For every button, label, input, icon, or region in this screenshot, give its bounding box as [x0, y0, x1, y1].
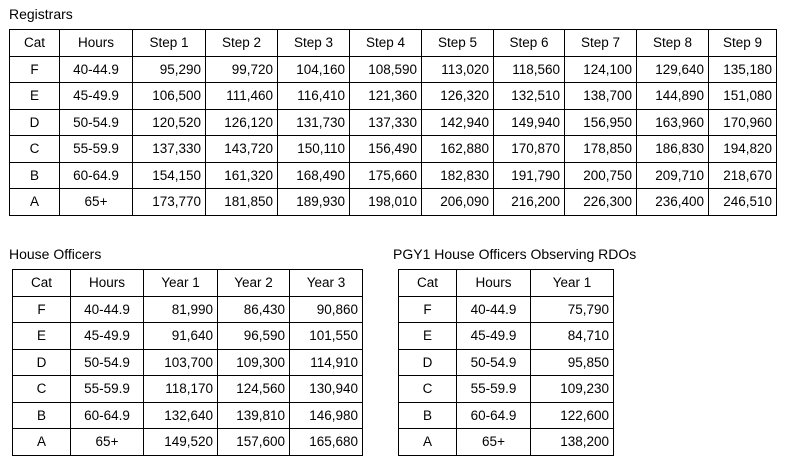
registrars-table — [9, 29, 777, 216]
salary-cell: 154,150 — [133, 162, 206, 189]
salary-cell: 118,170 — [144, 376, 218, 403]
salary-cell: 178,850 — [565, 136, 637, 163]
column-header: Hours — [60, 30, 133, 57]
category-cell: D — [10, 109, 60, 136]
salary-cell: 84,710 — [531, 323, 614, 350]
table-row — [10, 109, 777, 136]
salary-cell: 138,200 — [531, 429, 614, 456]
salary-cell: 118,560 — [494, 56, 565, 83]
hours-cell: 55-59.9 — [60, 136, 133, 163]
table-row — [10, 56, 777, 83]
category-cell: B — [10, 162, 60, 189]
salary-cell: 81,990 — [144, 296, 218, 323]
salary-cell: 170,960 — [709, 109, 777, 136]
table-row — [10, 189, 777, 216]
salary-cell: 138,700 — [565, 83, 637, 110]
table-row — [399, 402, 614, 429]
registrars-title: Registrars — [9, 6, 73, 22]
salary-cell: 75,790 — [531, 296, 614, 323]
header-row — [10, 30, 777, 57]
salary-cell: 120,520 — [133, 109, 206, 136]
salary-cell: 157,600 — [218, 429, 290, 456]
column-header: Year 2 — [218, 270, 290, 297]
salary-cell: 116,410 — [278, 83, 350, 110]
salary-cell: 150,110 — [278, 136, 350, 163]
salary-cell: 186,830 — [637, 136, 709, 163]
hours-cell: 55-59.9 — [71, 376, 144, 403]
table-row — [13, 349, 363, 376]
salary-cell: 124,560 — [218, 376, 290, 403]
salary-cell: 132,640 — [144, 402, 218, 429]
table-row — [13, 429, 363, 456]
salary-cell: 151,080 — [709, 83, 777, 110]
salary-cell: 114,910 — [290, 349, 363, 376]
salary-cell: 96,590 — [218, 323, 290, 350]
salary-cell: 182,830 — [422, 162, 494, 189]
salary-cell: 91,640 — [144, 323, 218, 350]
table-row — [13, 376, 363, 403]
hours-cell: 55-59.9 — [457, 376, 531, 403]
salary-cell: 124,100 — [565, 56, 637, 83]
salary-cell: 104,160 — [278, 56, 350, 83]
hours-cell: 45-49.9 — [60, 83, 133, 110]
salary-cell: 146,980 — [290, 402, 363, 429]
salary-cell: 170,870 — [494, 136, 565, 163]
header-row — [399, 270, 614, 297]
salary-cell: 143,720 — [206, 136, 278, 163]
hours-cell: 40-44.9 — [60, 56, 133, 83]
column-header: Step 4 — [350, 30, 422, 57]
salary-cell: 161,320 — [206, 162, 278, 189]
category-cell: A — [399, 429, 457, 456]
table-row — [10, 136, 777, 163]
table-row — [13, 402, 363, 429]
salary-cell: 168,490 — [278, 162, 350, 189]
salary-cell: 142,940 — [422, 109, 494, 136]
category-cell: C — [10, 136, 60, 163]
salary-cell: 108,590 — [350, 56, 422, 83]
category-cell: A — [13, 429, 71, 456]
salary-cell: 122,600 — [531, 402, 614, 429]
salary-cell: 132,510 — [494, 83, 565, 110]
category-cell: C — [13, 376, 71, 403]
salary-cell: 86,430 — [218, 296, 290, 323]
salary-cell: 218,670 — [709, 162, 777, 189]
hours-cell: 65+ — [60, 189, 133, 216]
column-header: Step 6 — [494, 30, 565, 57]
salary-cell: 149,940 — [494, 109, 565, 136]
salary-cell: 246,510 — [709, 189, 777, 216]
pgy1-rdo-title: PGY1 House Officers Observing RDOs — [393, 246, 637, 262]
category-cell: A — [10, 189, 60, 216]
hours-cell: 40-44.9 — [457, 296, 531, 323]
salary-cell: 106,500 — [133, 83, 206, 110]
salary-cell: 149,520 — [144, 429, 218, 456]
column-header: Hours — [457, 270, 531, 297]
salary-cell: 135,180 — [709, 56, 777, 83]
column-header: Step 7 — [565, 30, 637, 57]
salary-cell: 113,020 — [422, 56, 494, 83]
salary-cell: 162,880 — [422, 136, 494, 163]
salary-cell: 111,460 — [206, 83, 278, 110]
hours-cell: 40-44.9 — [71, 296, 144, 323]
category-cell: F — [399, 296, 457, 323]
salary-cell: 131,730 — [278, 109, 350, 136]
salary-cell: 137,330 — [133, 136, 206, 163]
hours-cell: 60-64.9 — [71, 402, 144, 429]
salary-cell: 189,930 — [278, 189, 350, 216]
column-header: Cat — [399, 270, 457, 297]
category-cell: B — [13, 402, 71, 429]
column-header: Step 2 — [206, 30, 278, 57]
hours-cell: 60-64.9 — [457, 402, 531, 429]
salary-cell: 121,360 — [350, 83, 422, 110]
salary-cell: 139,810 — [218, 402, 290, 429]
column-header: Cat — [13, 270, 71, 297]
table-row — [399, 296, 614, 323]
hours-cell: 65+ — [457, 429, 531, 456]
salary-cell: 209,710 — [637, 162, 709, 189]
category-cell: C — [399, 376, 457, 403]
category-cell: D — [399, 349, 457, 376]
hours-cell: 45-49.9 — [457, 323, 531, 350]
column-header: Step 3 — [278, 30, 350, 57]
category-cell: E — [10, 83, 60, 110]
salary-cell: 126,120 — [206, 109, 278, 136]
table-row — [13, 323, 363, 350]
hours-cell: 65+ — [71, 429, 144, 456]
column-header: Year 1 — [531, 270, 614, 297]
salary-cell: 163,960 — [637, 109, 709, 136]
salary-cell: 156,490 — [350, 136, 422, 163]
salary-cell: 175,660 — [350, 162, 422, 189]
salary-cell: 181,850 — [206, 189, 278, 216]
salary-cell: 194,820 — [709, 136, 777, 163]
hours-cell: 50-54.9 — [60, 109, 133, 136]
table-row — [399, 429, 614, 456]
salary-cell: 101,550 — [290, 323, 363, 350]
table-row — [399, 323, 614, 350]
salary-cell: 137,330 — [350, 109, 422, 136]
category-cell: E — [13, 323, 71, 350]
hours-cell: 50-54.9 — [457, 349, 531, 376]
hours-cell: 60-64.9 — [60, 162, 133, 189]
column-header: Year 3 — [290, 270, 363, 297]
salary-cell: 130,940 — [290, 376, 363, 403]
salary-cell: 198,010 — [350, 189, 422, 216]
salary-cell: 109,300 — [218, 349, 290, 376]
salary-cell: 156,950 — [565, 109, 637, 136]
hours-cell: 45-49.9 — [71, 323, 144, 350]
column-header: Cat — [10, 30, 60, 57]
salary-cell: 103,700 — [144, 349, 218, 376]
salary-cell: 126,320 — [422, 83, 494, 110]
salary-cell: 90,860 — [290, 296, 363, 323]
category-cell: F — [10, 56, 60, 83]
column-header: Year 1 — [144, 270, 218, 297]
column-header: Step 1 — [133, 30, 206, 57]
category-cell: B — [399, 402, 457, 429]
column-header: Step 8 — [637, 30, 709, 57]
salary-cell: 99,720 — [206, 56, 278, 83]
salary-cell: 109,230 — [531, 376, 614, 403]
table-row — [10, 83, 777, 110]
salary-cell: 191,790 — [494, 162, 565, 189]
pgy1-rdo-table — [398, 269, 614, 456]
column-header: Step 5 — [422, 30, 494, 57]
category-cell: D — [13, 349, 71, 376]
salary-cell: 95,850 — [531, 349, 614, 376]
hours-cell: 50-54.9 — [71, 349, 144, 376]
table-row — [399, 376, 614, 403]
header-row — [13, 270, 363, 297]
table-row — [13, 296, 363, 323]
column-header: Step 9 — [709, 30, 777, 57]
salary-cell: 236,400 — [637, 189, 709, 216]
salary-cell: 95,290 — [133, 56, 206, 83]
category-cell: E — [399, 323, 457, 350]
salary-cell: 226,300 — [565, 189, 637, 216]
salary-cell: 129,640 — [637, 56, 709, 83]
salary-cell: 144,890 — [637, 83, 709, 110]
house-officers-table — [12, 269, 363, 456]
house-officers-title: House Officers — [9, 246, 102, 262]
salary-cell: 173,770 — [133, 189, 206, 216]
salary-cell: 206,090 — [422, 189, 494, 216]
table-row — [399, 349, 614, 376]
table-row — [10, 162, 777, 189]
salary-cell: 216,200 — [494, 189, 565, 216]
salary-cell: 165,680 — [290, 429, 363, 456]
salary-cell: 200,750 — [565, 162, 637, 189]
category-cell: F — [13, 296, 71, 323]
column-header: Hours — [71, 270, 144, 297]
